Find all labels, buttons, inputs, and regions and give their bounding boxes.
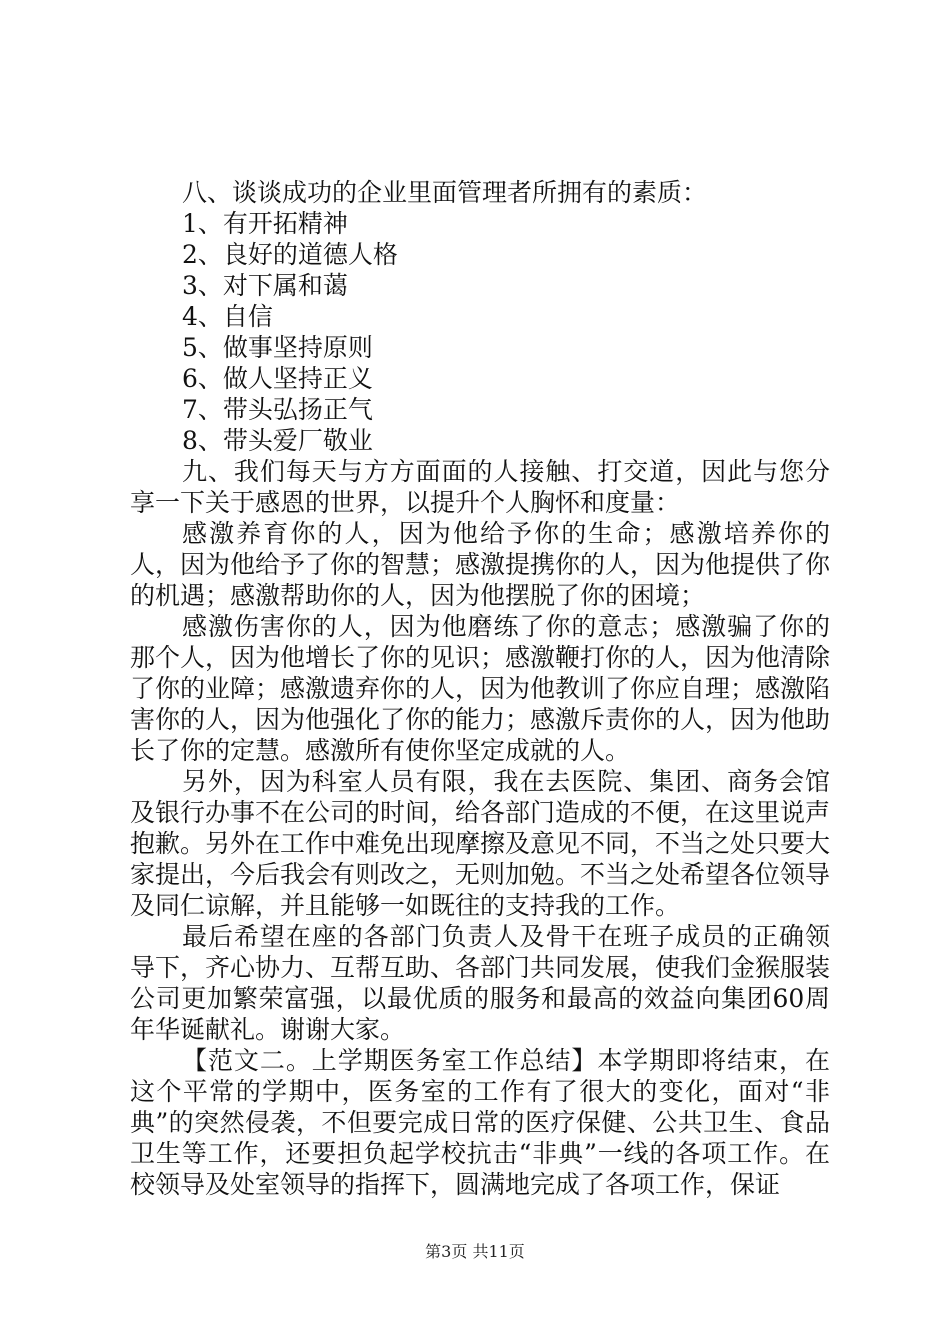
section-8-heading: 八、谈谈成功的企业里面管理者所拥有的素质： xyxy=(182,178,708,207)
quality-item-7: 7、带头弘扬正气 xyxy=(182,395,373,424)
quality-item-5: 5、做事坚持原则 xyxy=(182,333,373,362)
apology-paragraph: 另外，因为科室人员有限，我在去医院、集团、商务会馆及银行办事不在公司的时间，给各部门造成的不便，在这里说声抱歉。另外在工作中难免出现摩擦及意见不同，不当之处只要大家提出，今后我会有则改之，无则加勉。不当之处希望各位领导及同仁谅解，并且能够一如既往的支持我的工作。 xyxy=(130,767,831,920)
quality-item-8: 8、带头爱厂敬业 xyxy=(182,426,373,455)
gratitude-paragraph-1: 感激养育你的人，因为他给予你的生命；感激培养你的人，因为他给予了你的智慧；感激提携你的人，因为他提供了你的机遇；感激帮助你的人，因为他摆脱了你的困境； xyxy=(130,519,831,610)
closing-paragraph: 最后希望在座的各部门负责人及骨干在班子成员的正确领导下，齐心协力、互帮互助、各部门共同发展，使我们金猴服装公司更加繁荣富强，以最优质的服务和最高的效益向集团60周年华诞献礼。谢谢大家。 xyxy=(130,922,831,1044)
quality-item-4: 4、自信 xyxy=(182,302,273,331)
quality-item-1: 1、有开拓精神 xyxy=(182,209,348,238)
sample-two-paragraph: 【范文二。上学期医务室工作总结】本学期即将结束，在这个平常的学期中，医务室的工作有了很大的变化，面对“非典”的突然侵袭，不但要完成日常的医疗保健、公共卫生、食品卫生等工作，还要担负起学校抗击“非典”一线的各项工作。在校领导及处室领导的指挥下，圆满地完成了各项工作，保证 xyxy=(130,1046,830,1199)
quality-item-6: 6、做人坚持正义 xyxy=(182,364,373,393)
quality-item-2: 2、良好的道德人格 xyxy=(182,240,398,269)
quality-item-3: 3、对下属和蔼 xyxy=(182,271,348,300)
section-9-intro: 九、我们每天与方方面面的人接触、打交道，因此与您分享一下关于感恩的世界，以提升个人胸怀和度量： xyxy=(130,457,830,517)
gratitude-paragraph-2: 感激伤害你的人，因为他磨练了你的意志；感激骗了你的那个人，因为他增长了你的见识；感激鞭打你的人，因为他清除了你的业障；感激遗弃你的人，因为他教训了你应自理；感激陷害你的人，因为他强化了你的能力；感激斥责你的人，因为他助长了你的定慧。感激所有使你坚定成就的人。 xyxy=(130,612,831,765)
document-body xyxy=(130,177,830,1200)
page-number-footer: 第3页 共11页 xyxy=(425,1242,525,1261)
